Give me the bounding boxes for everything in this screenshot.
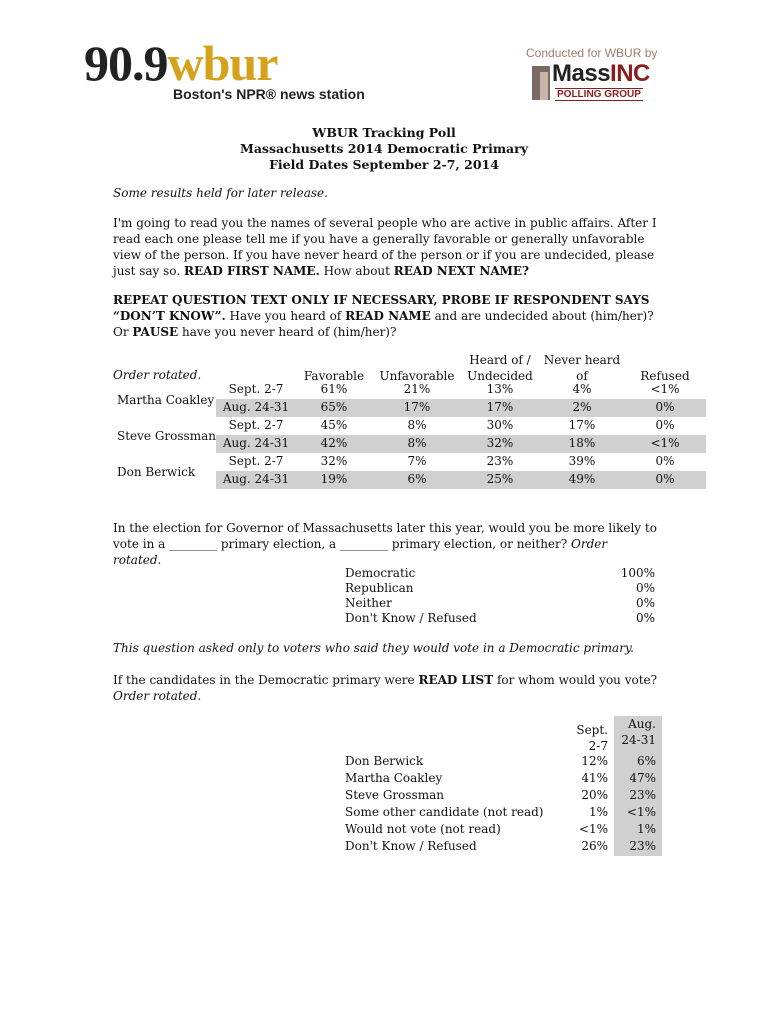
table-cell: <1% <box>650 382 680 396</box>
massinc-mass: Mass <box>552 60 611 87</box>
vote-col-sept-line2: 2-7 <box>588 739 608 753</box>
election-option: Don't Know / Refused <box>345 611 477 625</box>
table-cell: 32% <box>486 436 514 450</box>
vote-sept-value: 26% <box>581 839 608 853</box>
held-note: Some results held for later release. <box>113 186 328 200</box>
repeat-instruction-2: READ NAME <box>345 309 431 323</box>
massinc-logo <box>552 60 650 88</box>
vote-option: Don't Know / Refused <box>345 839 477 853</box>
wbur-logo <box>84 35 278 91</box>
table-cell: 61% <box>320 382 348 396</box>
vote-option: Some other candidate (not read) <box>345 805 544 819</box>
vote-question <box>113 672 658 704</box>
vote-col-aug-line1: Aug. <box>628 717 656 731</box>
massinc-mark-accent <box>540 72 548 100</box>
table-cell: 0% <box>655 418 675 432</box>
intro-instruction: READ FIRST NAME. <box>183 264 320 278</box>
election-question-text: In the election for Governor of Massachusetts later this year, would you be more likely to vote in a ________ primary election, a ________ primary election, or neither? <box>113 521 657 551</box>
repeat-text-c: have you never heard of (him/her)? <box>181 325 397 339</box>
vote-aug-value: 23% <box>629 788 656 802</box>
intro-text-2: How about <box>323 264 390 278</box>
row-date: Sept. 2-7 <box>228 382 284 396</box>
logo-station: wbur <box>167 35 278 91</box>
vote-question-text: If the candidates in the Democratic primary were <box>113 673 415 687</box>
vote-order-note: Order rotated. <box>113 689 202 703</box>
intro-text: I'm going to read you the names of several people who are active in public affairs. After I read each one please tell me if you have a generally favorable or generally unfavorable view of the person. If you have never heard of the person or if you are undecided, please just say so. <box>113 216 657 278</box>
table-cell: 13% <box>486 382 514 396</box>
table-cell: 7% <box>407 454 427 468</box>
col-header-heard-of: Heard of / Undecided <box>467 353 533 383</box>
table-cell: 0% <box>655 400 675 414</box>
table-cell: <1% <box>650 436 680 450</box>
candidate-name: Martha Coakley <box>117 393 215 407</box>
conducted-for: Conducted for WBUR by <box>526 46 658 60</box>
table-cell: 30% <box>486 418 514 432</box>
election-value: 0% <box>635 611 655 625</box>
vote-aug-value: <1% <box>626 805 656 819</box>
table-cell: 21% <box>403 382 431 396</box>
repeat-text-a: Have you heard of <box>229 309 342 323</box>
table-cell: 45% <box>320 418 348 432</box>
intro-instruction-2: READ NEXT NAME? <box>393 264 530 278</box>
table-cell: 65% <box>320 400 348 414</box>
table-cell: 0% <box>655 472 675 486</box>
table-cell: 25% <box>486 472 514 486</box>
col-header-favorable: Favorable <box>303 369 365 383</box>
table-cell: 42% <box>320 436 348 450</box>
vote-col-aug-line2: 24-31 <box>621 733 656 747</box>
row-date: Aug. 24-31 <box>222 436 290 450</box>
table-cell: 17% <box>568 418 596 432</box>
field-dates: Field Dates September 2-7, 2014 <box>269 157 499 172</box>
election-value: 0% <box>635 596 655 610</box>
row-date: Sept. 2-7 <box>228 454 284 468</box>
table-cell: 2% <box>572 400 592 414</box>
vote-option: Martha Coakley <box>345 771 443 785</box>
table-cell: 0% <box>655 454 675 468</box>
vote-aug-value: 1% <box>636 822 656 836</box>
election-question <box>113 520 658 568</box>
election-order-note: Order rotated. <box>113 537 608 567</box>
intro-paragraph <box>113 215 658 279</box>
repeat-instruction: REPEAT QUESTION TEXT ONLY IF NECESSARY, PROBE IF RESPONDENT SAYS “DON’T KNOW”. <box>113 293 650 323</box>
vote-sept-value: 12% <box>581 754 608 768</box>
table-cell: 39% <box>568 454 596 468</box>
repeat-paragraph <box>113 292 658 340</box>
massinc-inc: INC <box>610 60 650 87</box>
vote-sept-value: 20% <box>581 788 608 802</box>
table-cell: 8% <box>407 418 427 432</box>
repeat-text-b: and are undecided about (him/her)? Or <box>113 309 654 339</box>
repeat-instruction-3: PAUSE <box>132 325 179 339</box>
table-cell: 17% <box>486 400 514 414</box>
table-cell: 19% <box>320 472 348 486</box>
vote-aug-value: 47% <box>629 771 656 785</box>
dem-only-note: This question asked only to voters who said they would vote in a Democratic primary. <box>113 641 634 655</box>
candidate-name: Steve Grossman <box>117 429 216 443</box>
row-date: Aug. 24-31 <box>222 472 290 486</box>
vote-aug-value: 23% <box>629 839 656 853</box>
election-option: Neither <box>345 596 392 610</box>
vote-aug-value: 6% <box>636 754 656 768</box>
vote-sept-value: 41% <box>581 771 608 785</box>
poll-subtitle: Massachusetts 2014 Democratic Primary <box>239 141 528 156</box>
table-cell: 18% <box>568 436 596 450</box>
table-cell: 6% <box>407 472 427 486</box>
order-rotated-note: Order rotated. <box>113 368 202 382</box>
table-cell: 23% <box>486 454 514 468</box>
vote-question-instruction: READ LIST <box>418 673 494 687</box>
col-header-refused: Refused <box>640 369 690 383</box>
candidate-name: Don Berwick <box>117 465 196 479</box>
election-option: Democratic <box>345 566 416 580</box>
table-cell: 49% <box>568 472 596 486</box>
vote-sept-value: <1% <box>578 822 608 836</box>
vote-col-aug-header <box>614 716 656 748</box>
table-cell: 4% <box>572 382 592 396</box>
table-cell: 32% <box>320 454 348 468</box>
logo-tagline: Boston's NPR® news station <box>173 86 365 102</box>
vote-col-sept-header <box>560 722 608 754</box>
col-header-never-heard: Never heard of <box>543 353 621 383</box>
vote-option: Don Berwick <box>345 754 424 768</box>
row-date: Aug. 24-31 <box>222 400 290 414</box>
poll-title: WBUR Tracking Poll <box>312 125 456 140</box>
vote-col-sept-line1: Sept. <box>576 723 608 737</box>
table-cell: 17% <box>403 400 431 414</box>
vote-option: Would not vote (not read) <box>345 822 501 836</box>
election-option: Republican <box>345 581 414 595</box>
election-value: 0% <box>635 581 655 595</box>
election-value: 100% <box>620 566 655 580</box>
vote-option: Steve Grossman <box>345 788 444 802</box>
vote-question-text-2: for whom would you vote? <box>496 673 658 687</box>
logo-number: 90.9 <box>84 35 168 91</box>
table-cell: 8% <box>407 436 427 450</box>
row-date: Sept. 2-7 <box>228 418 284 432</box>
vote-sept-value: 1% <box>588 805 608 819</box>
polling-group: POLLING GROUP <box>557 89 641 100</box>
col-header-unfavorable: Unfavorable <box>379 369 455 383</box>
